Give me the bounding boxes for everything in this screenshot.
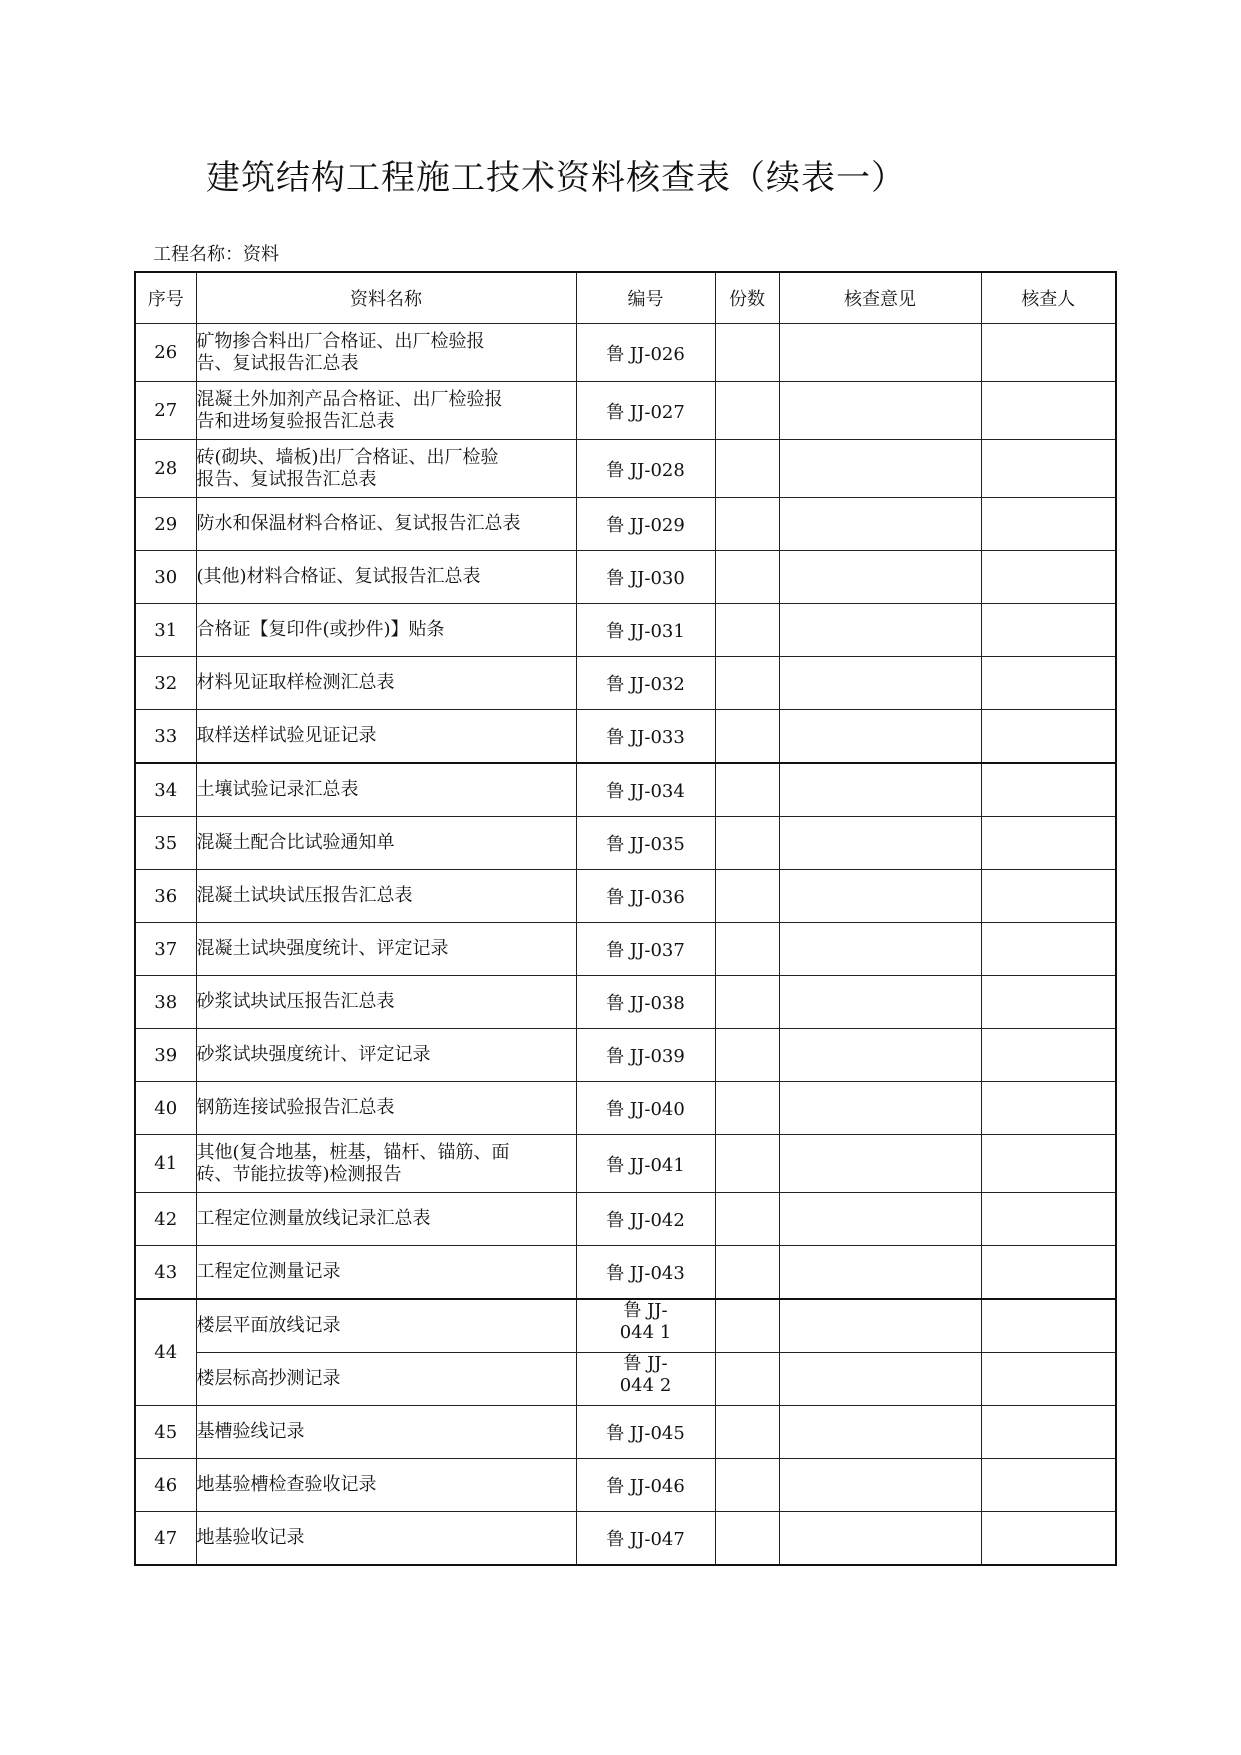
row-seq: 33 — [135, 710, 196, 764]
copies-cell[interactable] — [715, 923, 779, 976]
checker-cell[interactable] — [981, 382, 1116, 440]
row-name-line: 告、复试报告汇总表 — [196, 352, 359, 374]
row-seq: 43 — [135, 1246, 196, 1300]
opinion-cell[interactable] — [779, 382, 981, 440]
checker-cell[interactable] — [981, 1353, 1116, 1406]
row-name: 材料见证取样检测汇总表 — [196, 657, 576, 710]
opinion-cell[interactable] — [779, 657, 981, 710]
row-code: 鲁 JJ-028 — [576, 440, 715, 498]
row-code: 鲁 JJ-043 — [576, 1246, 715, 1300]
opinion-cell[interactable] — [779, 498, 981, 551]
table-row — [135, 1459, 1116, 1512]
table-row — [135, 604, 1116, 657]
checker-cell[interactable] — [981, 1029, 1116, 1082]
copies-cell[interactable] — [715, 324, 779, 382]
table-row — [135, 1406, 1116, 1459]
copies-cell[interactable] — [715, 870, 779, 923]
opinion-cell[interactable] — [779, 1082, 981, 1135]
table-row — [135, 1029, 1116, 1082]
table-row — [135, 710, 1116, 764]
checker-cell[interactable] — [981, 1135, 1116, 1193]
row-name: 混凝土试块试压报告汇总表 — [196, 870, 576, 923]
opinion-cell[interactable] — [779, 1406, 981, 1459]
row-name: 基槽验线记录 — [196, 1406, 576, 1459]
row-code: 鲁 JJ-026 — [576, 324, 715, 382]
row-seq: 42 — [135, 1193, 196, 1246]
opinion-cell[interactable] — [779, 1246, 981, 1300]
table-row — [135, 1246, 1116, 1300]
row-name: 地基验收记录 — [196, 1512, 576, 1566]
row-code: 鲁 JJ-040 — [576, 1082, 715, 1135]
copies-cell[interactable] — [715, 1512, 779, 1566]
row-code: 鲁 JJ-039 — [576, 1029, 715, 1082]
row-name: 砂浆试块强度统计、评定记录 — [196, 1029, 576, 1082]
table-row — [135, 870, 1116, 923]
table-row — [135, 1135, 1116, 1193]
opinion-cell[interactable] — [779, 710, 981, 764]
table-row — [135, 1353, 1116, 1406]
table-row — [135, 324, 1116, 382]
row-name: 合格证【复印件(或抄件)】贴条 — [196, 604, 576, 657]
copies-cell[interactable] — [715, 1029, 779, 1082]
row-seq: 45 — [135, 1406, 196, 1459]
row-code: 鲁 JJ-036 — [576, 870, 715, 923]
row-name-line: 矿物掺合料出厂合格证、出厂检验报 — [196, 330, 485, 352]
row-code: 鲁 JJ-045 — [576, 1406, 715, 1459]
checker-cell[interactable] — [981, 870, 1116, 923]
checker-cell[interactable] — [981, 1082, 1116, 1135]
row-code-line: 044 1 — [619, 1322, 672, 1343]
row-name: 混凝土试块强度统计、评定记录 — [196, 923, 576, 976]
checklist-table — [134, 271, 1117, 1566]
row-seq: 34 — [135, 763, 196, 817]
row-name-line: 砖(砌块、墙板)出厂合格证、出厂检验 — [196, 446, 499, 468]
row-code-line: 鲁 JJ- — [623, 1353, 668, 1374]
row-code: 鲁 JJ-046 — [576, 1459, 715, 1512]
table-header-row — [135, 272, 1116, 324]
row-name: 防水和保温材料合格证、复试报告汇总表 — [196, 498, 576, 551]
checker-cell[interactable] — [981, 1193, 1116, 1246]
opinion-cell[interactable] — [779, 1459, 981, 1512]
row-seq: 29 — [135, 498, 196, 551]
row-seq: 31 — [135, 604, 196, 657]
checker-cell[interactable] — [981, 1246, 1116, 1300]
copies-cell[interactable] — [715, 710, 779, 764]
row-code-line: 鲁 JJ- — [623, 1300, 668, 1321]
row-name: 土壤试验记录汇总表 — [196, 763, 576, 817]
row-name — [196, 1135, 576, 1193]
header-code: 编号 — [576, 272, 715, 324]
opinion-cell[interactable] — [779, 1029, 981, 1082]
copies-cell[interactable] — [715, 604, 779, 657]
row-seq: 36 — [135, 870, 196, 923]
copies-cell[interactable] — [715, 1459, 779, 1512]
header-opinion: 核查意见 — [779, 272, 981, 324]
opinion-cell[interactable] — [779, 763, 981, 817]
row-name-line: 砖、节能拉拔等)检测报告 — [196, 1163, 402, 1185]
row-seq: 32 — [135, 657, 196, 710]
copies-cell[interactable] — [715, 817, 779, 870]
opinion-cell[interactable] — [779, 976, 981, 1029]
table-row — [135, 1299, 1116, 1353]
checker-cell[interactable] — [981, 604, 1116, 657]
opinion-cell[interactable] — [779, 923, 981, 976]
table-row — [135, 551, 1116, 604]
checker-cell[interactable] — [981, 440, 1116, 498]
copies-cell[interactable] — [715, 1299, 779, 1353]
copies-cell[interactable] — [715, 551, 779, 604]
table-row — [135, 817, 1116, 870]
row-seq: 26 — [135, 324, 196, 382]
row-name: 混凝土配合比试验通知单 — [196, 817, 576, 870]
header-copies: 份数 — [715, 272, 779, 324]
row-name: 取样送样试验见证记录 — [196, 710, 576, 764]
copies-cell[interactable] — [715, 498, 779, 551]
row-code — [576, 1299, 715, 1353]
checker-cell[interactable] — [981, 324, 1116, 382]
row-seq: 28 — [135, 440, 196, 498]
row-name: 楼层标高抄测记录 — [196, 1353, 576, 1406]
copies-cell[interactable] — [715, 1406, 779, 1459]
row-code: 鲁 JJ-037 — [576, 923, 715, 976]
checker-cell[interactable] — [981, 1406, 1116, 1459]
copies-cell[interactable] — [715, 1193, 779, 1246]
row-seq: 35 — [135, 817, 196, 870]
copies-cell[interactable] — [715, 657, 779, 710]
row-name: 地基验槽检查验收记录 — [196, 1459, 576, 1512]
checker-cell[interactable] — [981, 551, 1116, 604]
row-seq: 30 — [135, 551, 196, 604]
checker-cell[interactable] — [981, 710, 1116, 764]
row-seq: 38 — [135, 976, 196, 1029]
row-seq: 41 — [135, 1135, 196, 1193]
copies-cell[interactable] — [715, 382, 779, 440]
table-row — [135, 763, 1116, 817]
copies-cell[interactable] — [715, 976, 779, 1029]
table-row — [135, 923, 1116, 976]
row-name — [196, 324, 576, 382]
opinion-cell[interactable] — [779, 870, 981, 923]
opinion-cell[interactable] — [779, 440, 981, 498]
checker-cell[interactable] — [981, 976, 1116, 1029]
row-code-line: 044 2 — [619, 1375, 672, 1396]
document-title: 建筑结构工程施工技术资料核查表（续表一） — [206, 158, 906, 198]
row-name: 工程定位测量放线记录汇总表 — [196, 1193, 576, 1246]
header-checker: 核查人 — [981, 272, 1116, 324]
opinion-cell[interactable] — [779, 1135, 981, 1193]
table-row — [135, 498, 1116, 551]
opinion-cell[interactable] — [779, 551, 981, 604]
header-name: 资料名称 — [196, 272, 576, 324]
checker-cell[interactable] — [981, 923, 1116, 976]
checker-cell[interactable] — [981, 763, 1116, 817]
row-name: (其他)材料合格证、复试报告汇总表 — [196, 551, 576, 604]
opinion-cell[interactable] — [779, 324, 981, 382]
row-code: 鲁 JJ-033 — [576, 710, 715, 764]
row-seq: 37 — [135, 923, 196, 976]
opinion-cell[interactable] — [779, 817, 981, 870]
header-seq: 序号 — [135, 272, 196, 324]
table-row — [135, 657, 1116, 710]
opinion-cell[interactable] — [779, 1353, 981, 1406]
row-code: 鲁 JJ-030 — [576, 551, 715, 604]
row-name-line: 其他(复合地基，桩基，锚杆、锚筋、面 — [196, 1141, 510, 1163]
opinion-cell[interactable] — [779, 604, 981, 657]
row-code: 鲁 JJ-032 — [576, 657, 715, 710]
table-row — [135, 440, 1116, 498]
copies-cell[interactable] — [715, 763, 779, 817]
checker-cell[interactable] — [981, 1299, 1116, 1353]
row-seq: 39 — [135, 1029, 196, 1082]
row-code: 鲁 JJ-041 — [576, 1135, 715, 1193]
checker-cell[interactable] — [981, 657, 1116, 710]
copies-cell[interactable] — [715, 1353, 779, 1406]
row-code: 鲁 JJ-034 — [576, 763, 715, 817]
row-name: 工程定位测量记录 — [196, 1246, 576, 1300]
opinion-cell[interactable] — [779, 1193, 981, 1246]
copies-cell[interactable] — [715, 440, 779, 498]
row-seq: 44 — [135, 1299, 196, 1406]
row-code: 鲁 JJ-038 — [576, 976, 715, 1029]
table-row — [135, 976, 1116, 1029]
row-code: 鲁 JJ-047 — [576, 1512, 715, 1566]
row-name — [196, 440, 576, 498]
checker-cell[interactable] — [981, 817, 1116, 870]
checker-cell[interactable] — [981, 1512, 1116, 1566]
row-name-line: 报告、复试报告汇总表 — [196, 468, 377, 490]
opinion-cell[interactable] — [779, 1512, 981, 1566]
copies-cell[interactable] — [715, 1246, 779, 1300]
row-code: 鲁 JJ-027 — [576, 382, 715, 440]
row-name — [196, 382, 576, 440]
opinion-cell[interactable] — [779, 1299, 981, 1353]
table-row — [135, 382, 1116, 440]
project-name-label: 工程名称：资料 — [153, 244, 279, 265]
row-code: 鲁 JJ-029 — [576, 498, 715, 551]
row-name: 钢筋连接试验报告汇总表 — [196, 1082, 576, 1135]
row-seq: 46 — [135, 1459, 196, 1512]
copies-cell[interactable] — [715, 1082, 779, 1135]
row-code: 鲁 JJ-042 — [576, 1193, 715, 1246]
row-code — [576, 1353, 715, 1406]
row-seq: 40 — [135, 1082, 196, 1135]
table-row — [135, 1193, 1116, 1246]
row-name: 砂浆试块试压报告汇总表 — [196, 976, 576, 1029]
row-name-line: 混凝土外加剂产品合格证、出厂检验报 — [196, 388, 503, 410]
checker-cell[interactable] — [981, 498, 1116, 551]
copies-cell[interactable] — [715, 1135, 779, 1193]
row-seq: 47 — [135, 1512, 196, 1566]
checker-cell[interactable] — [981, 1459, 1116, 1512]
row-seq: 27 — [135, 382, 196, 440]
row-name: 楼层平面放线记录 — [196, 1299, 576, 1353]
row-code: 鲁 JJ-035 — [576, 817, 715, 870]
row-code: 鲁 JJ-031 — [576, 604, 715, 657]
row-name-line: 告和进场复验报告汇总表 — [196, 410, 395, 432]
table-row — [135, 1082, 1116, 1135]
table-row — [135, 1512, 1116, 1566]
